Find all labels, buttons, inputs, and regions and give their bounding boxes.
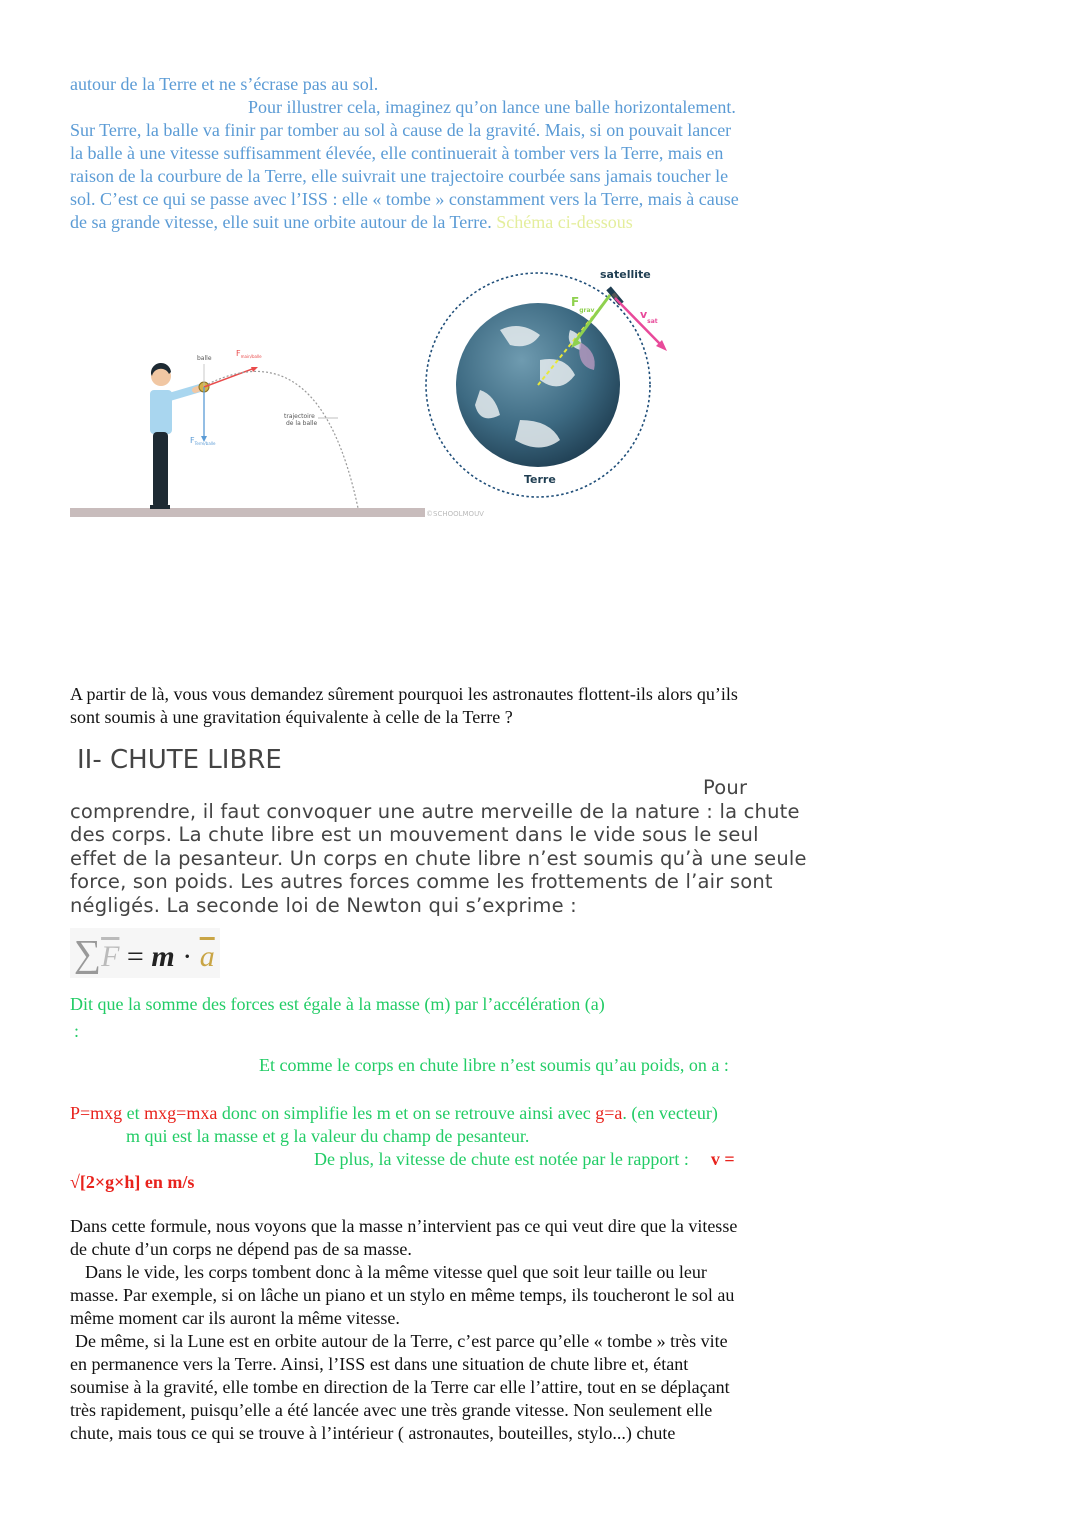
conclusion-line: masse. Par exemple, si on lâche un piano et un stylo en même temps, ils toucheront le sol au: [70, 1285, 735, 1305]
section-line: des corps. La chute libre est un mouvement dans le vide sous le seul: [70, 823, 759, 846]
intro-line: autour de la Terre et ne s’écrase pas au sol.: [70, 74, 379, 94]
credit-text: ©SCHOOLMOUV: [426, 510, 484, 518]
g-equation: g=a: [595, 1103, 623, 1123]
conclusion-line: chute, mais tous ce qui se trouve à l’intérieur ( astronautes, bouteilles, stylo...) chute: [70, 1423, 676, 1443]
earth-label: Terre: [524, 473, 556, 486]
question-line: A partir de là, vous vous demandez sûrement pourquoi les astronautes flottent-ils alors qu’ils: [70, 684, 738, 704]
conclusion-line: Dans le vide, les corps tombent donc à la même vitesse quel que soit leur taille ou leur: [85, 1262, 707, 1282]
section-line: comprendre, il faut convoquer une autre merveille de la nature : la chute: [70, 799, 800, 823]
section-line: force, son poids. Les autres forces comme les frottements de l’air sont: [70, 870, 773, 893]
satellite-label: satellite: [600, 268, 651, 281]
conclusion-line: de chute d’un corps ne dépend pas de sa masse.: [70, 1239, 412, 1259]
gravity-force-label: $F_{grav}$: [571, 295, 595, 314]
intro-text: de sa grande vitesse, elle suit une orbite autour de la Terre.: [70, 212, 497, 232]
question-line: sont soumis à une gravitation équivalente à celle de la Terre ?: [70, 707, 513, 727]
section-line: négligés. La seconde loi de Newton qui s’exprime :: [70, 893, 577, 917]
mass-symbol: m: [151, 940, 175, 973]
intro-line: raison de la courbure de la Terre, elle suivrait une trajectoire courbée sans jamais toucher le: [70, 166, 729, 186]
question-paragraph: [70, 683, 830, 729]
section-title: II- CHUTE LIBRE: [77, 745, 282, 775]
conclusion-line: Dans cette formule, nous voyons que la masse n’intervient pas ce qui veut dire que la vitesse: [70, 1216, 738, 1236]
intro-line: la balle à une vitesse suffisamment élevée, elle continuerait à tomber vers la Terre, mais en: [70, 143, 724, 163]
sum-symbol: ∑: [74, 933, 102, 975]
explain-line: m qui est la masse et g la valeur du champ de pesanteur.: [126, 1126, 530, 1146]
weight-label: $F_{Terre/balle}$: [190, 436, 216, 446]
explain-line: [70, 1148, 850, 1171]
explain-line: :: [74, 1021, 80, 1041]
explain-line-eq: [70, 1102, 850, 1125]
ball-trajectory: [208, 371, 358, 508]
intro-paragraph: [70, 73, 830, 234]
v-equation: v =: [710, 1149, 735, 1169]
explain-paragraph: [70, 993, 850, 1194]
mxg-equation: mxg=mxa: [144, 1103, 218, 1123]
intro-line: Pour illustrer cela, imaginez qu’on lance une balle horizontalement.: [248, 97, 736, 117]
conclusion-line: même moment car ils auront la même vitesse.: [70, 1308, 400, 1328]
conclusion-paragraph: [70, 1215, 850, 1445]
explain-et: et: [122, 1103, 145, 1123]
section-line: effet de la pesanteur. Un corps en chute libre n’est soumis qu’à une seule: [70, 846, 807, 870]
schema-note: Schéma ci-dessous: [496, 212, 633, 232]
trajectory-label: trajectoire de la balle: [284, 413, 318, 427]
explain-mid: donc on simplifie les m et on se retrouve ainsi avec: [217, 1103, 596, 1123]
intro-line: sol. C’est ce qui se passe avec l’ISS : elle « tombe » constamment vers la Terre, mais à cause: [70, 189, 739, 209]
throw-force-label: $F_{main/balle}$: [236, 349, 262, 359]
ground-bar: [70, 508, 425, 517]
accel-vector: $\overline{a}$: [199, 940, 215, 973]
explain-end: . (en vecteur): [622, 1103, 718, 1123]
section-line: Pour: [703, 776, 748, 799]
force-vector: $\overline{F}$: [101, 940, 120, 973]
v-formula: √[2×g×h] en m/s: [70, 1172, 195, 1192]
equals-sign: =: [119, 940, 152, 973]
p-equation: P=mxg: [70, 1103, 123, 1123]
conclusion-line: en permanence vers la Terre. Ainsi, l’ISS est dans une situation de chute libre et, étant: [70, 1354, 689, 1374]
explain-speed: De plus, la vitesse de chute est notée par le rapport :: [314, 1149, 689, 1169]
formula-text: [74, 932, 215, 976]
conclusion-line: très rapidement, puisqu’elle a été lancée avec une très grande vitesse. Non seulement elle: [70, 1400, 713, 1420]
thrower-person: [150, 363, 203, 509]
explain-line: Dit que la somme des forces est égale à la masse (m) par l’accélération (a): [70, 994, 605, 1014]
intro-line-last: [70, 211, 830, 234]
section-paragraph: [70, 776, 840, 917]
ball-label: balle: [197, 355, 212, 362]
dot-sign: ·: [174, 940, 200, 973]
throw-force-arrow: [204, 368, 255, 387]
velocity-label: $v_{sat}$: [640, 308, 658, 325]
orbit-figure: [70, 250, 670, 525]
explain-line: Et comme le corps en chute libre n’est soumis qu’au poids, on a :: [259, 1055, 729, 1075]
conclusion-line: De même, si la Lune est en orbite autour de la Terre, c’est parce qu’elle « tombe » très vite: [75, 1331, 728, 1351]
conclusion-line: soumise à la gravité, elle tombe en direction de la Terre car elle l’attire, tout en se déplaçant: [70, 1377, 730, 1397]
newton-formula: [70, 928, 220, 978]
intro-line: Sur Terre, la balle va finir par tomber au sol à cause de la gravité. Mais, si on pouvait lancer: [70, 120, 732, 140]
